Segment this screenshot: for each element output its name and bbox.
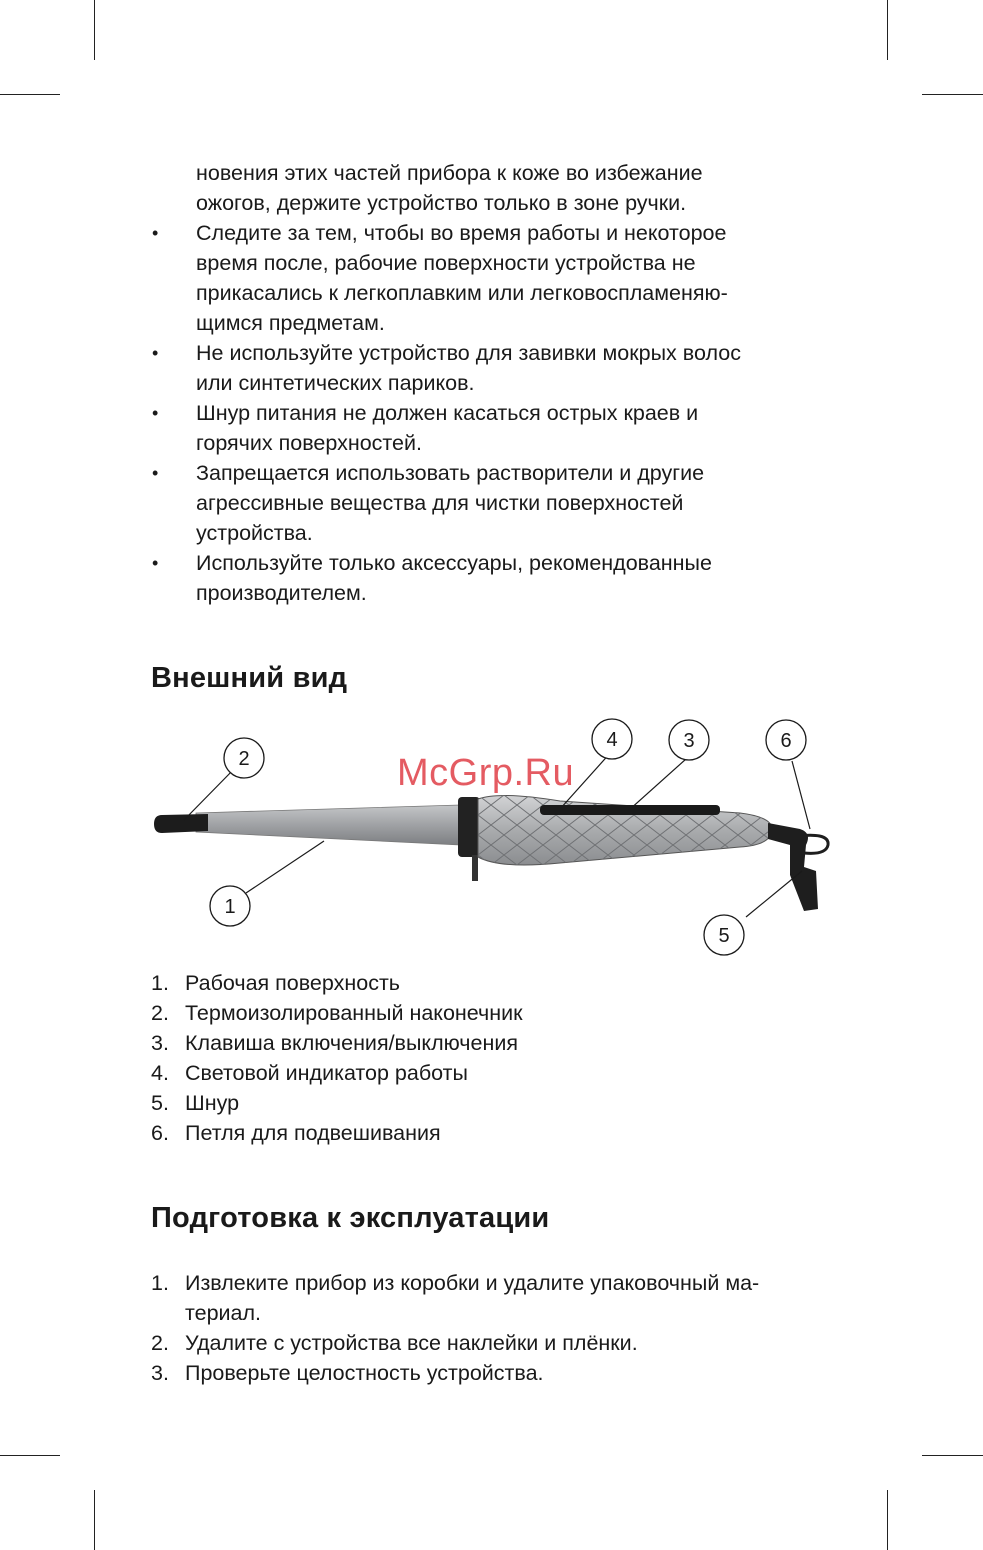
text-line: время после, рабочие поверхности устройства не [196,251,696,275]
callout-label: 3 [683,730,695,752]
list-text: Термоизолированный наконечник [185,1001,523,1025]
bullet-icon: • [152,223,159,243]
text-line: новения этих частей прибора к коже во избежание [196,161,703,185]
list-item [151,1268,851,1328]
crop-mark [887,0,888,60]
list-item [151,1358,851,1388]
bullet-item [150,218,850,338]
text-line: Удалите с устройства все наклейки и плёнки. [185,1331,638,1355]
text-line: Шнур питания не должен касаться острых краев и [196,401,699,425]
collar-shape [458,797,480,857]
crop-mark [0,94,60,95]
curling-iron-illustration [140,705,860,965]
text-line: агрессивные вещества для чистки поверхностей [196,491,684,515]
list-item [151,998,851,1028]
continuation-paragraph [196,158,846,218]
list-number: 1. [151,971,169,995]
list-text: Световой индикатор работы [185,1061,468,1085]
list-text: Рабочая поверхность [185,971,400,995]
text-line: прикасались к легкоплавким или легковоспламеняю- [196,281,728,305]
bullet-icon: • [152,343,159,363]
bullet-icon: • [152,403,159,423]
bullet-item [150,398,850,458]
callout-label: 4 [606,729,618,751]
list-item [151,1028,851,1058]
list-number: 6. [151,1121,169,1145]
list-text: Петля для подвешивания [185,1121,441,1145]
preparation-steps-list [151,1268,851,1388]
section-heading-preparation: Подготовка к эксплуатации [151,1202,550,1234]
text-line: Используйте только аксессуары, рекомендованные [196,551,712,575]
list-item [151,1058,851,1088]
callout-label: 2 [238,748,250,770]
crop-mark [94,0,95,60]
text-line: Запрещается использовать растворители и другие [196,461,705,485]
text-line: или синтетических париков. [196,371,475,395]
safety-bullet-list [150,218,850,608]
list-text: Клавиша включения/выключения [185,1031,518,1055]
text-line: устройства. [196,521,313,545]
list-number: 3. [151,1031,169,1055]
crop-mark [0,1455,60,1456]
text-line: Не используйте устройство для завивки мокрых волос [196,341,741,365]
list-number: 3. [151,1361,169,1385]
list-text: Шнур [185,1091,240,1115]
bullet-item [150,338,850,398]
callout-label: 1 [224,896,236,918]
list-number: 2. [151,1001,169,1025]
crop-mark [94,1490,95,1550]
insulated-tip-shape [154,814,208,833]
watermark-text: McGrp.Ru [397,752,575,794]
crop-mark [887,1490,888,1550]
callout-label: 6 [780,730,792,752]
barrel-shape [196,805,460,845]
text-line: Извлеките прибор из коробки и удалите упаковочный ма- [185,1271,760,1295]
crop-mark [922,1455,983,1456]
list-number: 2. [151,1331,169,1355]
parts-list [151,968,851,1148]
text-line: горячих поверхностей. [196,431,422,455]
text-line: щимся предметам. [196,311,385,335]
text-line: териал. [185,1301,262,1325]
list-item [151,1118,851,1148]
section-heading-appearance: Внешний вид [151,662,348,694]
bullet-item [150,458,850,548]
bullet-item [150,548,850,608]
text-line: ожогов, держите устройство только в зоне ручки. [196,191,687,215]
callout-label: 5 [718,925,730,947]
curling-iron-diagram [140,705,860,965]
bullet-icon: • [152,463,159,483]
text-line: Следите за тем, чтобы во время работы и некоторое [196,221,727,245]
list-number: 1. [151,1271,169,1295]
list-item [151,968,851,998]
list-number: 5. [151,1091,169,1115]
crop-mark [922,94,983,95]
list-number: 4. [151,1061,169,1085]
text-line: производителем. [196,581,367,605]
list-item [151,1088,851,1118]
list-item [151,1328,851,1358]
bullet-icon: • [152,553,159,573]
text-line: Проверьте целостность устройства. [185,1361,544,1385]
